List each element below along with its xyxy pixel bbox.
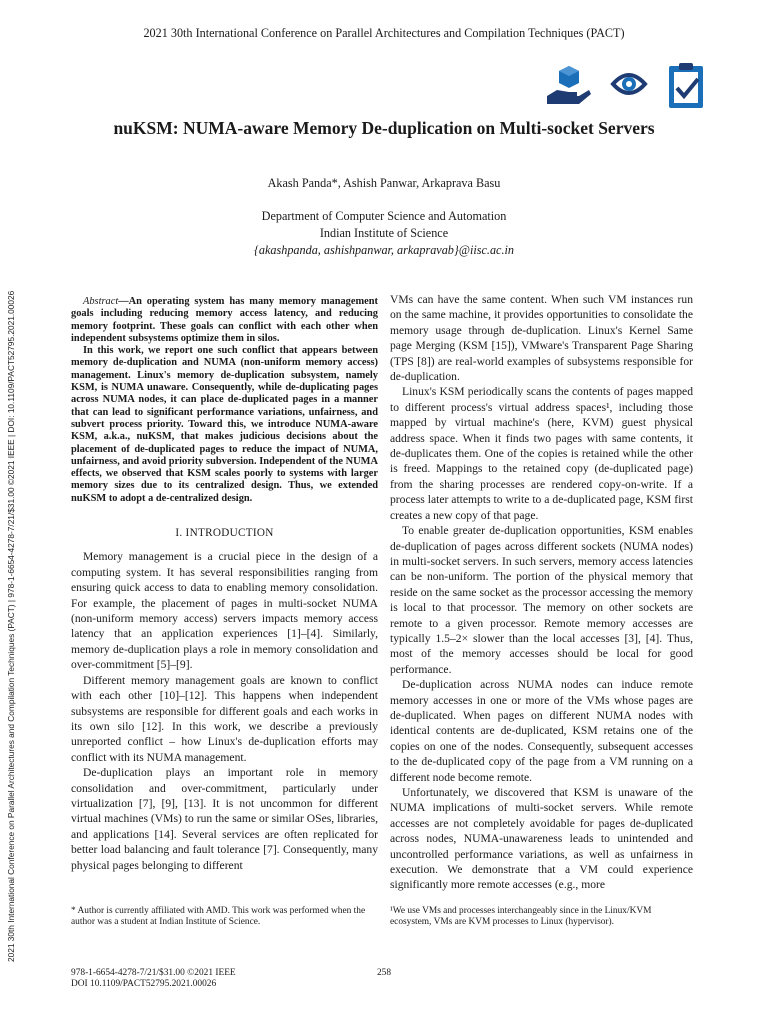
body-paragraph: Different memory management goals are known to conflict with each other [10]–[12]. This happens when independent subsystems are responsible for different goals and each works in its own silo [12]. In this work, we describe a previously unreported conflict – how Linux's de-duplication efforts may conflict with its NUMA management. bbox=[71, 673, 378, 764]
page-number: 258 bbox=[376, 968, 392, 978]
body-paragraph: To enable greater de-duplication opportunities, KSM enables de-duplication of pages across different sockets (NUMA nodes) in multi-socket servers. In such servers, memory access latencies can be non-uniform. The portion of the physical memory that reside on the same socket as the processor accessing the memory is local to that processor. The memory on other sockets are remote to a given processor. Remote memory accesses are typically 1.5–2× slower than the local accesses [3], [4]. Thus, most of the memory accesses should be local for good performance. bbox=[390, 524, 693, 676]
eye-icon bbox=[613, 75, 645, 93]
footnote-left: * Author is currently affiliated with AMD. This work was performed when the author was a student at Indian Institute of Science. bbox=[71, 906, 366, 928]
department: Department of Computer Science and Automation bbox=[261, 209, 507, 223]
body-paragraph: De-duplication plays an important role in memory consolidation and over-commitment, particularly under virtualization [7], [9], [13]. It is not uncommon for different virtual machines (VMs) to run the same or similar OSes, libraries, and applications [14]. Several services are often replicated for better load balancing and fault tolerance [7]. Consequently, many physical pages belonging to different bbox=[71, 766, 378, 872]
body-paragraph: Memory management is a crucial piece in the design of a computing system. It has several responsibilities ranging from ensuring quick access to data to enabling memory consolidation. For example, the placement of pages in multi-socket NUMA (non-uniform memory access) servers impacts memory access latency that an application experiences [1]–[4]. Similarly, memory de-duplication plays a role in memory consolidation and over-commitment [5]–[9]. bbox=[71, 550, 378, 672]
body-paragraph: Unfortunately, we discovered that KSM is unaware of the NUMA implications of multi-socket servers. While remote accesses are not completely avoidable for pages de-duplicated across nodes, NUMA-unawareness leads to unintended and uncontrolled performance variations, as well as unfairness in execution. We demonstrate that a VM could experience significantly more remote accesses (e.g., more bbox=[390, 786, 693, 892]
conference-header: 2021 30th International Conference on Parallel Architectures and Compilation Techniques (PACT) bbox=[143, 26, 625, 40]
right-column bbox=[390, 292, 693, 893]
footnote-right: ¹We use VMs and processes interchangeably since in the Linux/KVM ecosystem, VMs are KVM processes to Linux (hypervisor). bbox=[390, 906, 652, 928]
doi-line: DOI 10.1109/PACT52795.2021.00026 bbox=[71, 979, 217, 989]
institute: Indian Institute of Science bbox=[319, 226, 449, 240]
abstract-label: Abstract bbox=[83, 296, 119, 307]
left-column bbox=[71, 292, 378, 873]
artifact-badges bbox=[543, 62, 708, 110]
section-heading: I. INTRODUCTION bbox=[175, 527, 274, 540]
abstract-paragraph-2: In this work, we report one such conflict that appears between memory de-duplication and NUMA (non-uniform memory access) management. Linux's memory de-duplication subsystem, namely KSM, is NUMA unaware. Consequently, while de-duplicating pages across NUMA nodes, it can place de-duplicated pages in a manner that can lead to significant performance variations, unfairness, and subvert process priority. Toward this, we introduce NUMA-aware KSM, a.k.a., nuKSM, that makes judicious decisions about the placement of de-duplicated pages to reduce the impact of NUMA, unfairness, and avoid priority subversion. Independent of the NUMA effects, we observed that KSM scales poorly to systems with larger memory sizes due to its centralized design. Thus, we extended nuKSM to adopt a de-centralized design. bbox=[71, 345, 378, 504]
abstract-paragraph-1: Abstract—An operating system has many memory management goals including reducing memory access latency, and reducing memory footprint. These goals can conflict with each other when independent subsystems optimize them in silos. bbox=[71, 296, 378, 344]
hand-cube-icon bbox=[547, 66, 591, 104]
body-paragraph: Linux's KSM periodically scans the contents of pages mapped to different process's virtual address spaces¹, including those mapped by virtual machine's (here, KVM) guest physical address space. When it finds two pages with same contents, it de-duplicates them. One of the copies is retained while the other is freed. Mappings to the retained copy (de-duplicated page) from the sharing processes are rendered copy-on-write. If a process later attempts to write to a de-duplicated page, KSM first creates a new copy of that page. bbox=[390, 385, 693, 522]
email-list: {akashpanda, ashishpanwar, arkapravab}@iisc.ac.in bbox=[254, 243, 514, 257]
copyright-sidebar: 2021 30th International Conference on Parallel Architectures and Compilation Techniques (PACT) | 978-1-6654-4278-7/21/$31.00 ©2021 IEEE | DOI: 10.1109/PACT52795.2021.00026 bbox=[6, 290, 16, 962]
author-list: Akash Panda*, Ashish Panwar, Arkaprava Basu bbox=[267, 176, 501, 190]
body-paragraph: De-duplication across NUMA nodes can induce remote memory accesses in one or more of the VMs whose pages are de-duplicated. When pages on different NUMA nodes with identical contents are de-duplicated, KSM retains one of the copies on one of the nodes. Consequently, subsequent accesses to the de-duplicated copy of the page from a VM running on a different node become remote. bbox=[390, 678, 693, 784]
body-paragraph: VMs can have the same content. When such VM instances run on the same machine, it provides opportunities to consolidate the memory usage through de-duplication. Linux's Kernel Same page Merging (KSM [15]), VMware's Transparent Page Sharing (TPS [8]) are real-world examples of subsystems responsible for de-duplication. bbox=[390, 293, 693, 384]
isbn-line: 978-1-6654-4278-7/21/$31.00 ©2021 IEEE bbox=[71, 968, 236, 978]
paper-title: nuKSM: NUMA-aware Memory De-duplication on Multi-socket Servers bbox=[113, 118, 655, 138]
affiliation bbox=[0, 208, 768, 259]
clipboard-check-icon bbox=[669, 63, 703, 108]
